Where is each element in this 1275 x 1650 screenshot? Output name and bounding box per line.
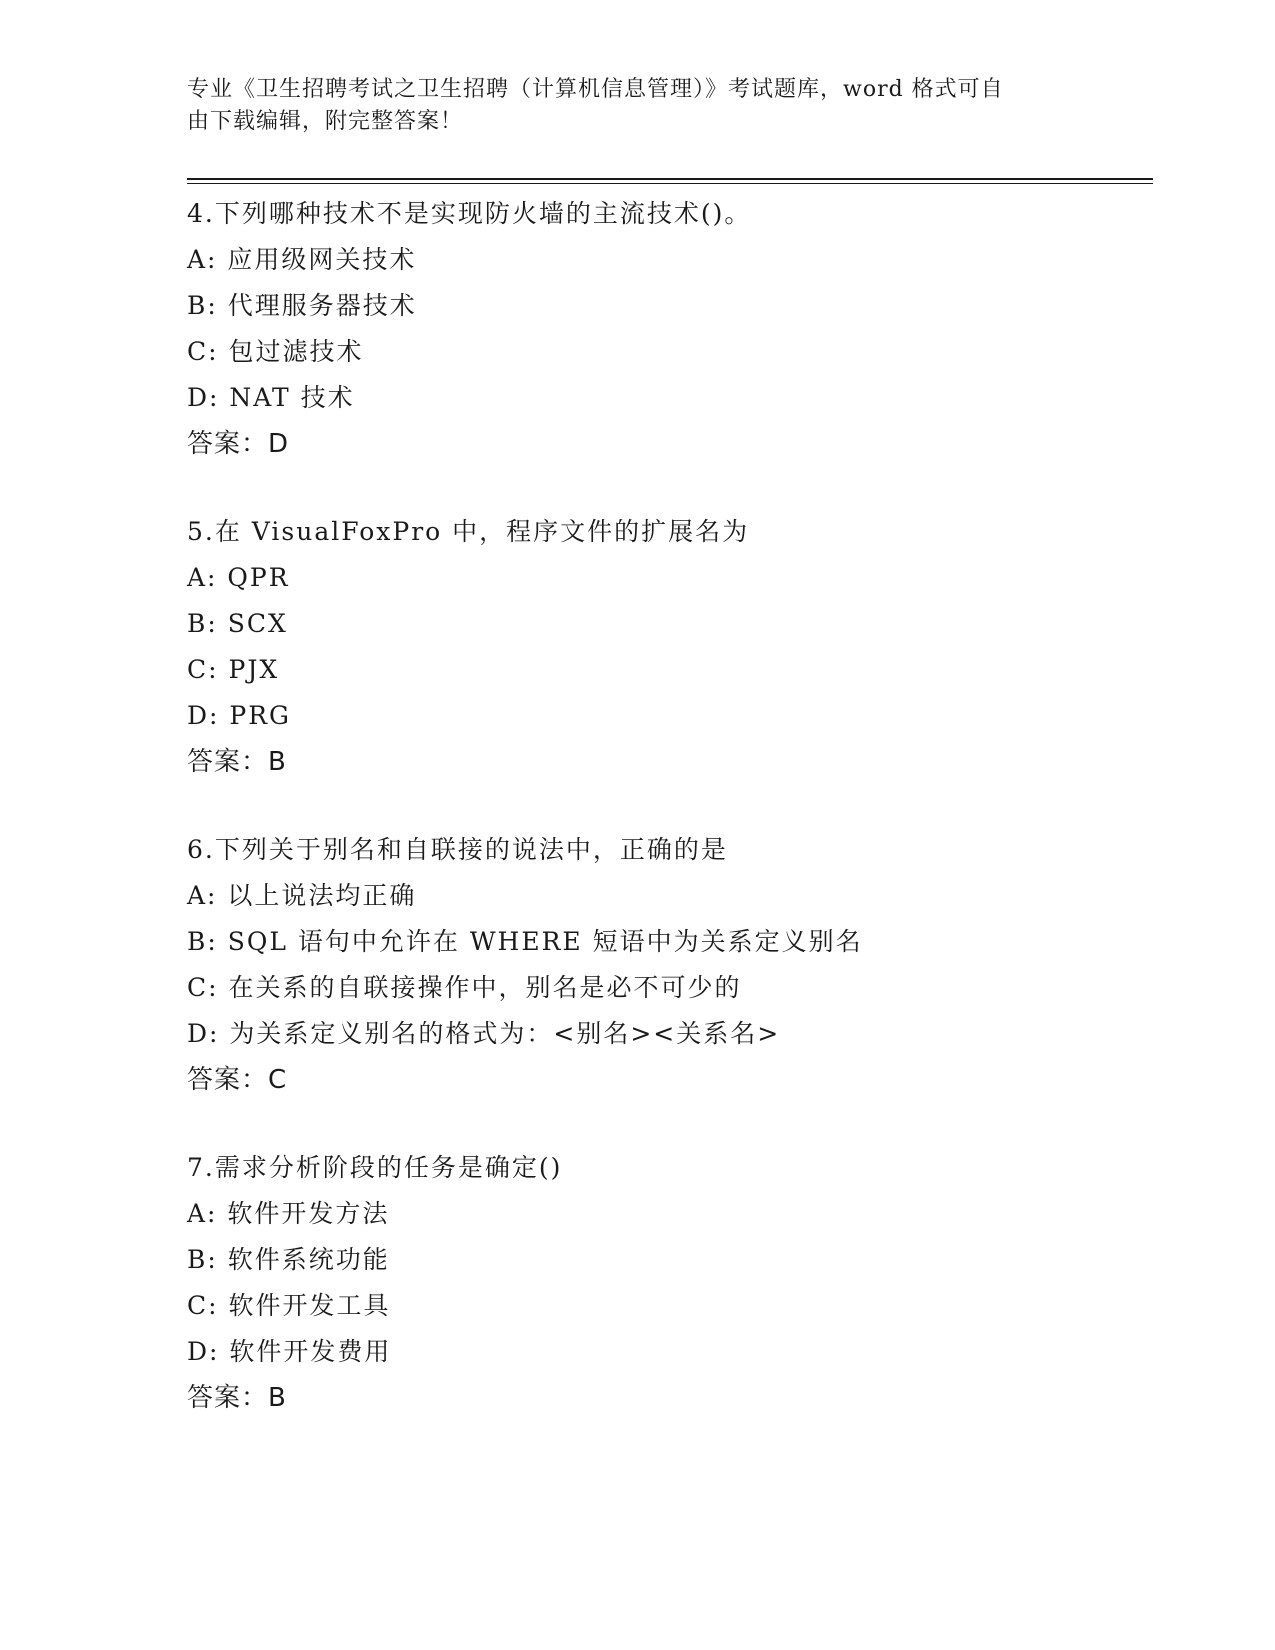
option-c: C: PJX	[187, 655, 280, 684]
document-header	[187, 74, 1067, 138]
option-d: D: 为关系定义别名的格式为：<别名><关系名>	[187, 1019, 781, 1048]
option-c: C: 包过滤技术	[187, 337, 364, 366]
option-a: A: 软件开发方法	[187, 1199, 390, 1228]
question-stem: 4.下列哪种技术不是实现防火墙的主流技术()。	[187, 199, 752, 228]
answer-label: 答案：D	[187, 429, 290, 459]
option-b: B: SCX	[187, 609, 288, 638]
answer-label: 答案：B	[187, 747, 287, 777]
option-a: A: QPR	[187, 563, 290, 592]
question-5	[187, 509, 1147, 785]
option-c: C: 软件开发工具	[187, 1291, 391, 1320]
option-a: A: 应用级网关技术	[187, 245, 417, 274]
question-4	[187, 191, 1147, 467]
option-b: B: 软件系统功能	[187, 1245, 390, 1274]
header-divider-thick	[187, 178, 1153, 180]
option-d: D: 软件开发费用	[187, 1337, 392, 1366]
option-b: B: 代理服务器技术	[187, 291, 417, 320]
question-stem: 7.需求分析阶段的任务是确定()	[187, 1153, 563, 1182]
option-a: A: 以上说法均正确	[187, 881, 417, 910]
header-line-1: 专业《卫生招聘考试之卫生招聘（计算机信息管理）》考试题库，word 格式可自	[187, 77, 1004, 102]
option-c: C: 在关系的自联接操作中，别名是必不可少的	[187, 973, 742, 1002]
header-line-2: 由下载编辑，附完整答案！	[187, 109, 464, 134]
question-6	[187, 827, 1147, 1103]
option-d: D: NAT 技术	[187, 383, 355, 412]
option-b: B: SQL 语句中允许在 WHERE 短语中为关系定义别名	[187, 927, 863, 956]
question-list	[187, 191, 1147, 1463]
answer-label: 答案：C	[187, 1065, 288, 1095]
question-stem: 6.下列关于别名和自联接的说法中，正确的是	[187, 835, 728, 864]
option-d: D: PRG	[187, 701, 292, 730]
question-7	[187, 1145, 1147, 1421]
question-stem: 5.在 VisualFoxPro 中，程序文件的扩展名为	[187, 517, 750, 546]
header-divider-thin	[187, 183, 1153, 184]
answer-label: 答案：B	[187, 1383, 287, 1413]
